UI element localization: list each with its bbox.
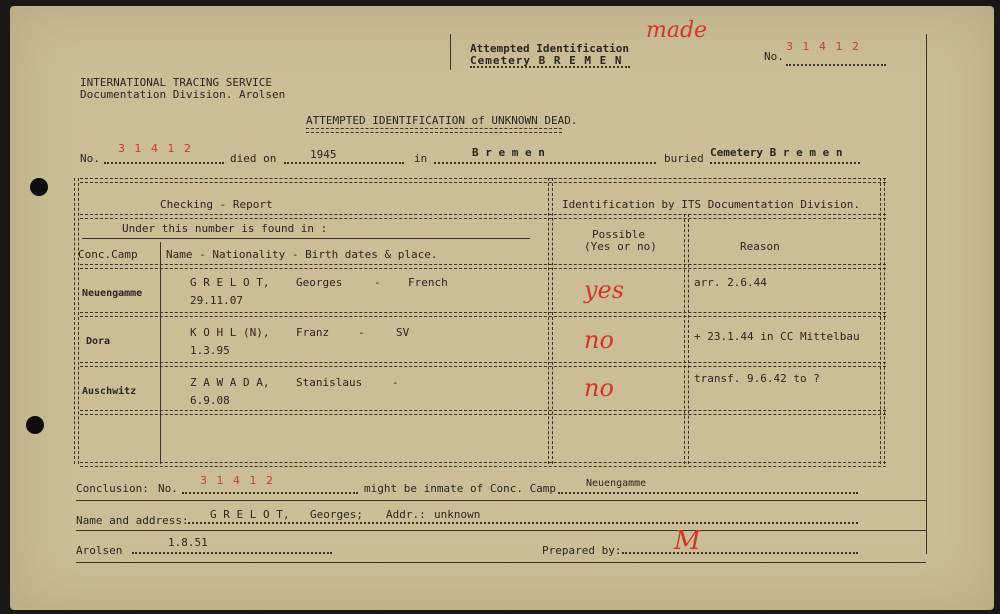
header-box-line2: Cemetery B R E M E N: [470, 54, 623, 67]
header-no-dots: [786, 64, 886, 66]
possible-header-2: (Yes or no): [584, 240, 657, 253]
row3-camp: Auschwitz: [82, 386, 137, 397]
row2-dash: -: [358, 326, 365, 339]
address-label: Addr.:: [386, 508, 426, 521]
row3-dash: -: [392, 376, 399, 389]
table-header-divider: [80, 214, 886, 219]
died-dots: [284, 162, 404, 164]
in-dots: [434, 162, 656, 164]
table-columns-divider: [80, 264, 886, 269]
record-no-label: No.: [80, 152, 100, 165]
header-no-label: No.: [764, 50, 784, 63]
name-address-separator: [76, 530, 926, 531]
row1-divider: [80, 312, 886, 317]
header-box-left-border: [450, 34, 451, 70]
punch-hole-top: [30, 178, 48, 196]
row2-birthdate: 1.3.95: [190, 344, 230, 357]
row2-possible: no: [584, 326, 614, 354]
header-no-value: 3 1 4 1 2: [786, 40, 862, 53]
record-no-dots: [104, 162, 224, 164]
punch-hole-bottom: [26, 416, 44, 434]
row2-reason: + 23.1.44 in CC Mittelbau: [694, 330, 860, 343]
table-top-border: [80, 178, 886, 183]
name-column-header: Name - Nationality - Birth dates & place.: [166, 248, 438, 261]
prepared-by-label: Prepared by:: [542, 544, 622, 557]
row3-possible: no: [584, 374, 614, 402]
name-address-surname: G R E L O T,: [210, 508, 290, 521]
org-line1: INTERNATIONAL TRACING SERVICE: [80, 76, 273, 89]
document-title: ATTEMPTED IDENTIFICATION of UNKNOWN DEAD.: [306, 114, 578, 127]
row2-camp: Dora: [86, 336, 111, 347]
made-handwritten-note: made: [646, 18, 708, 43]
reason-header: Reason: [740, 240, 780, 253]
row2-surname: K O H L (N),: [190, 326, 270, 339]
name-address-dots: [188, 522, 858, 524]
name-address-firstname: Georges;: [310, 508, 363, 521]
its-identification-header: Identification by ITS Documentation Division.: [562, 198, 861, 211]
record-no-value: 3 1 4 1 2: [118, 142, 194, 155]
buried-value: Cemetery B r e m e n: [710, 146, 843, 159]
buried-dots: [710, 162, 860, 164]
row2-nationality: SV: [396, 326, 410, 339]
row3-surname: Z A W A D A,: [190, 376, 270, 389]
table-bottom-border: [80, 462, 886, 467]
date-value: 1.8.51: [168, 536, 208, 549]
address-value: unknown: [434, 508, 481, 521]
header-box-line1: Attempted Identification: [470, 42, 629, 55]
subheader-underline: [82, 238, 530, 239]
row1-surname: G R E L O T,: [190, 276, 270, 289]
index-card: [10, 6, 994, 610]
possible-column-border: [684, 214, 689, 464]
conclusion-separator: [76, 500, 926, 501]
conclusion-camp-dots: [558, 492, 858, 494]
conclusion-no-dots: [182, 492, 358, 494]
row1-firstname: Georges: [296, 276, 343, 289]
row1-reason: arr. 2.6.44: [694, 276, 767, 289]
row1-camp: Neuengamme: [82, 288, 143, 299]
camp-column-border: [160, 242, 161, 464]
row1-possible: yes: [584, 276, 625, 304]
died-value: 1945: [310, 148, 337, 161]
row1-dash: -: [374, 276, 381, 289]
under-number-header: Under this number is found in :: [122, 222, 328, 235]
conclusion-text: might be inmate of Conc. Camp: [364, 482, 557, 495]
row2-divider: [80, 362, 886, 367]
place-label: Arolsen: [76, 544, 123, 557]
date-dots: [132, 552, 332, 554]
card-right-border: [926, 34, 927, 554]
table-left-border: [74, 178, 79, 464]
conclusion-no-label: No.: [158, 482, 178, 495]
checking-report-header: Checking - Report: [160, 198, 273, 211]
row1-nationality: French: [408, 276, 448, 289]
row3-birthdate: 6.9.08: [190, 394, 230, 407]
prepared-by-signature: M: [674, 526, 701, 556]
row3-firstname: Stanislaus: [296, 376, 363, 389]
org-line2: Documentation Division. Arolsen: [80, 88, 286, 101]
footer-bottom-line: [76, 562, 926, 563]
possible-header-1: Possible: [592, 228, 645, 241]
conclusion-label: Conclusion:: [76, 482, 149, 495]
conclusion-no-value: 3 1 4 1 2: [200, 474, 276, 487]
table-right-border: [880, 178, 885, 464]
died-label: died on: [230, 152, 277, 165]
name-address-label: Name and address:: [76, 514, 189, 527]
header-box-dotted-line: [470, 66, 630, 68]
row3-divider: [80, 410, 886, 415]
row1-birthdate: 29.11.07: [190, 294, 243, 307]
conclusion-camp: Neuengamme: [586, 478, 647, 489]
row3-reason: transf. 9.6.42 to ?: [694, 372, 820, 385]
title-underline: [306, 128, 562, 133]
left-right-section-border: [548, 178, 553, 464]
row2-firstname: Franz: [296, 326, 330, 339]
in-value: B r e m e n: [472, 146, 545, 159]
conc-camp-header: Conc.Camp: [78, 248, 138, 261]
in-label: in: [414, 152, 428, 165]
buried-label: buried: [664, 152, 704, 165]
prepared-by-dots: [622, 552, 858, 554]
